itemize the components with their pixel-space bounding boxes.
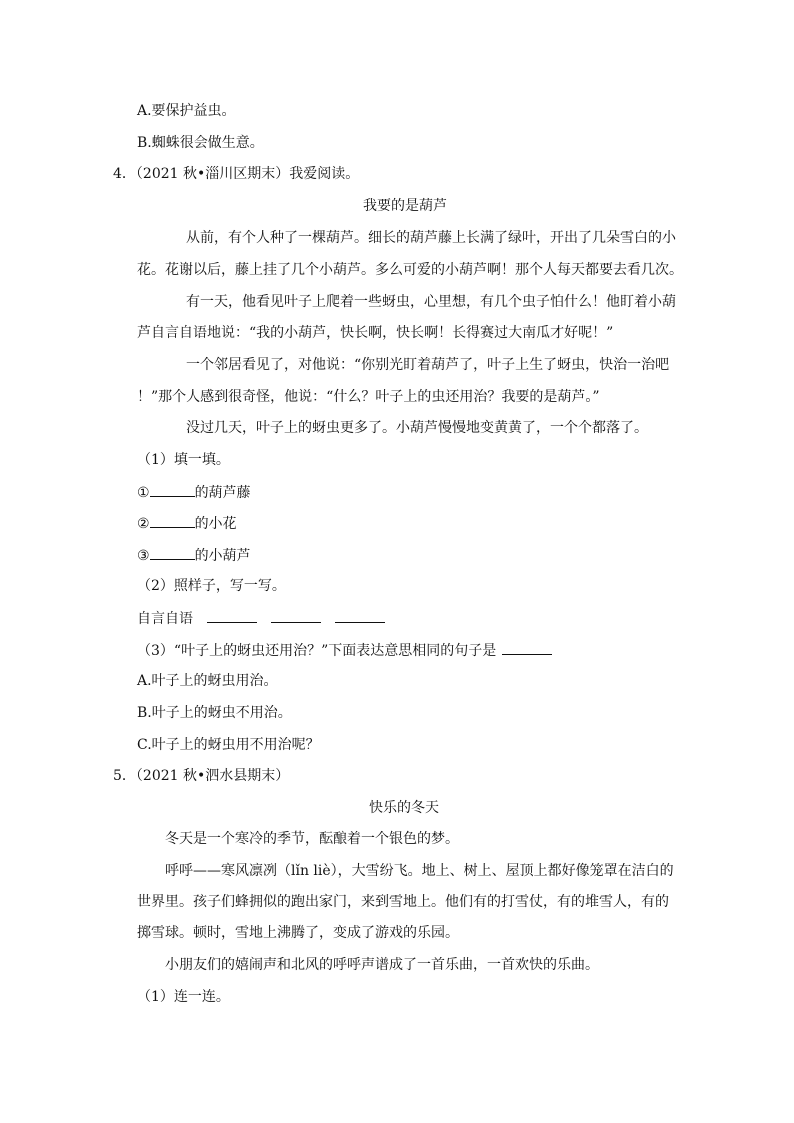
answer-blank[interactable] [150,482,195,497]
q4-para2-line2: 芦自言自语地说：“我的小葫芦，快长啊，快长啊！长得赛过大南瓜才好呢！” [137,325,614,341]
q4-option-c: C.叶子上的蚜虫用不用治呢？ [137,737,320,753]
fill-text-1: 的葫芦藤 [194,485,251,501]
q4-header [113,164,359,184]
q4-para2-line1: 有一天，他看见叶子上爬着一些蚜虫，心里想，有几个虫子怕什么！他盯着小葫 [186,294,676,310]
q5-header [113,766,289,786]
q5-para3: 小朋友们的嬉闹声和北风的呼呼声谱成了一首乐曲，一首欢快的乐曲。 [165,957,599,973]
example-word: 自言自语 [137,611,193,627]
fill-number-3: ③ [137,548,150,564]
q4-para1-line1: 从前，有个人种了一棵葫芦。细长的葫芦藤上长满了绿叶，开出了几朵雪白的小 [186,230,676,246]
q5-para2-line2: 世界里。孩子们蜂拥似的跑出家门，来到雪地上。他们有的打雪仗，有的堆雪人，有的 [137,894,669,910]
fill-number-1: ① [137,485,150,501]
q4-fill-3 [137,545,251,566]
q5-para2-line1: 呼呼——寒风凛冽（lǐn liè），大雪纷飞。地上、树上、屋顶上都好像笼罩在洁白的 [165,863,674,879]
answer-blank[interactable] [335,608,385,623]
q4-para1-line2: 花。花谢以后，藤上挂了几个小葫芦。多么可爱的小葫芦啊！那个人每天都要去看几次。 [137,262,683,278]
fill-text-2: 的小花 [194,516,237,532]
answer-blank[interactable] [150,545,195,560]
answer-blank[interactable] [150,513,195,528]
q4-source: （2021 秋•淄川区期末）我爱阅读。 [135,166,360,182]
q4-para3-line2: ！”那个人感到很奇怪，他说：“什么？叶子上的虫还用治？我要的是葫芦。” [137,389,600,405]
q3-option-b: B.蜘蛛很会做生意。 [137,135,264,151]
q4-number: 4． [113,166,136,182]
fill-text-3: 的小葫芦 [194,548,251,564]
q4-para3-line1: 一个邻居看见了，对他说：“你别光盯着葫芦了，叶子上生了蚜虫，快治一治吧 [186,357,670,373]
q4-sub1: （1）填一填。 [137,452,230,468]
q4-fill-2 [137,513,237,534]
q4-sub2: （2）照样子，写一写。 [137,578,286,594]
q5-source: （2021 秋•泗水县期末） [135,768,290,784]
q4-sub3 [137,640,552,661]
fill-number-2: ② [137,516,150,532]
q5-number: 5． [113,768,136,784]
answer-blank[interactable] [502,640,552,655]
q4-option-a: A.叶子上的蚜虫用治。 [137,673,278,689]
q3-option-a: A.要保护益虫。 [137,103,236,119]
q5-para2-line3: 掷雪球。顿时，雪地上沸腾了，变成了游戏的乐园。 [137,925,459,941]
q5-sub1: （1）连一连。 [137,989,230,1005]
q4-fill-1 [137,482,251,503]
q4-example-row [137,608,385,629]
answer-blank[interactable] [271,608,321,623]
q4-option-b: B.叶子上的蚜虫不用治。 [137,705,292,721]
q4-para4: 没过几天，叶子上的蚜虫更多了。小葫芦慢慢地变黄黄了，一个个都落了。 [186,420,648,436]
q5-title: 快乐的冬天 [369,800,439,816]
q4-title: 我要的是葫芦 [363,198,447,214]
answer-blank[interactable] [207,608,257,623]
q5-para1: 冬天是一个寒冷的季节，酝酿着一个银色的梦。 [165,831,459,847]
sub3-question: （3）“叶子上的蚜虫还用治？”下面表达意思相同的句子是 [137,643,497,659]
